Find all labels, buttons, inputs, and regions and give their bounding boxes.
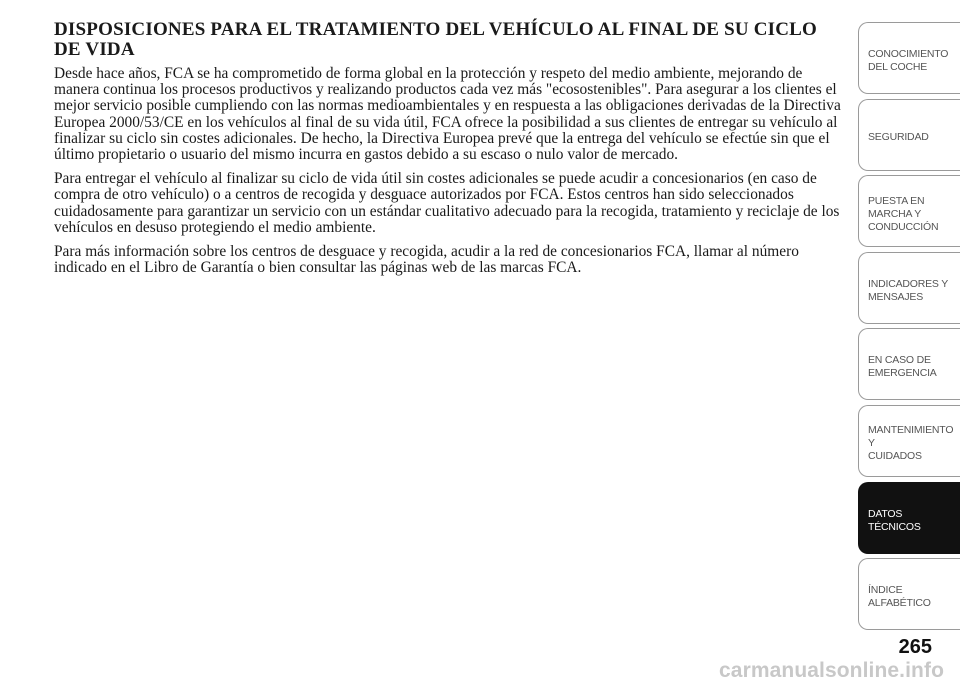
tab-datos-tecnicos[interactable] (858, 482, 960, 554)
tab-mantenimiento-y-cuidados[interactable] (858, 405, 960, 477)
tab-seguridad[interactable] (858, 99, 960, 171)
tab-label: ÍNDICE ALFABÉTICO (868, 584, 931, 610)
tab-label: MANTENIMIENTO Y CUIDADOS (868, 424, 954, 463)
section-title: DISPOSICIONES PARA EL TRATAMIENTO DEL VEHÍCULO AL FINAL DE SU CICLO DE VIDA (54, 19, 818, 60)
tab-label: DATOS TÉCNICOS (868, 507, 921, 533)
tab-label: INDICADORES Y MENSAJES (868, 277, 949, 303)
tab-indicadores-y-mensajes[interactable] (858, 252, 960, 324)
paragraph-intro: Desde hace años, FCA se ha comprometido de forma global en la protección y respeto del medio ambiente, mejorando de manera continua los procesos productivos y realizando productos cada vez más "ecosostenibles". Para asegurar a los clientes el mejor servicio posible cumpliendo con las normas medioambientales y en respuesta a las obligaciones derivadas de la Directiva Europea 2000/53/CE en los vehículos al final de su vida útil, FCA ofrece la posibilidad a sus clientes de entregar su vehículo al finalizar su ciclo sin costes adicionales. De hecho, la Directiva Europea prevé que la entrega del vehículo se efectúe sin que el último propietario o usuario del mismo incurra en gastos debido a su escaso o nulo valor de mercado. (54, 65, 841, 164)
tab-en-caso-de-emergencia[interactable] (858, 328, 960, 400)
tab-indice-alfabetico[interactable] (858, 558, 960, 630)
watermark: carmanualsonline.info (719, 659, 944, 682)
tab-label: CONOCIMIENTO DEL COCHE (868, 48, 949, 73)
tab-puesta-en-marcha[interactable] (858, 175, 960, 247)
tab-conocimiento-del-coche[interactable] (858, 22, 960, 94)
paragraph-info: Para más información sobre los centros de desguace y recogida, acudir a la red de concesionarios FCA, llamar al número indicado en el Libro de Garantía o bien consultar las páginas web de las marcas FCA. (54, 243, 799, 277)
main-content (54, 20, 844, 284)
tab-label: EN CASO DE EMERGENCIA (868, 354, 937, 380)
page-number: 265 (898, 636, 932, 658)
paragraph-delivery: Para entregar el vehículo al finalizar su ciclo de vida útil sin costes adicionales se puede acudir a concesionarios (en caso de compra de otro vehículo) o a centros de recogida y desguace autorizados por FCA. Estos centros han sido seleccionados cuidadosamente para garantizar un servicio con un estándar cualitativo adecuado para la recogida, tratamiento y reciclaje de los vehículos en desuso protegiendo el medio ambiente. (54, 170, 840, 236)
tab-label: PUESTA EN MARCHA Y CONDUCCIÓN (868, 194, 939, 233)
tab-label: SEGURIDAD (868, 131, 929, 144)
chapter-tabs (858, 22, 960, 635)
